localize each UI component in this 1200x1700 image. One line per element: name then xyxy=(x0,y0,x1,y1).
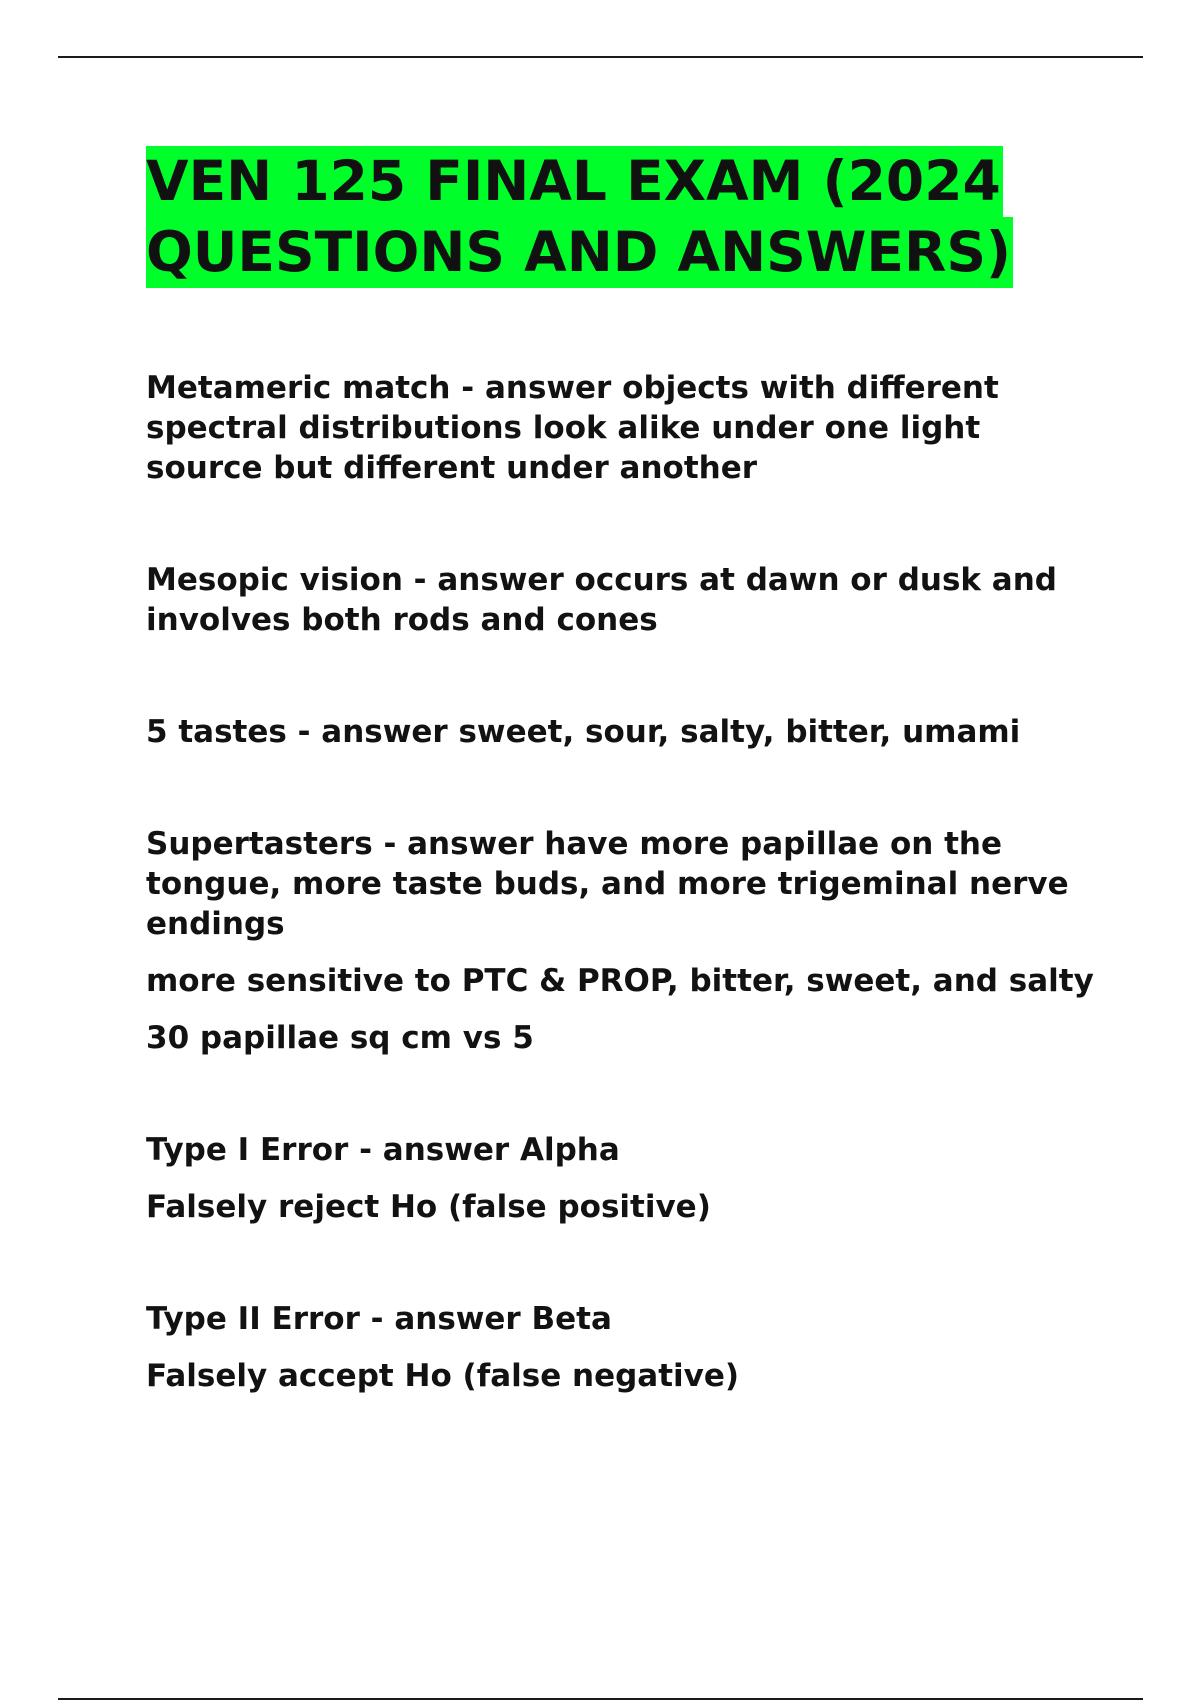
qa-text: 5 tastes - answer sweet, sour, salty, bitter, umami xyxy=(146,714,1021,750)
qa-text: Mesopic vision - answer occurs at dawn or dusk and involves both rods and cones xyxy=(146,562,1057,638)
qa-item-mesopic-vision xyxy=(146,560,1106,640)
title-line-1: VEN 125 FINAL EXAM (2024 xyxy=(146,146,1003,217)
qa-detail: 30 papillae sq cm vs 5 xyxy=(146,1020,534,1056)
document-body xyxy=(146,146,1106,1468)
top-rule xyxy=(58,56,1143,58)
qa-detail: more sensitive to PTC & PROP, bitter, sweet, and salty xyxy=(146,963,1094,999)
qa-item-five-tastes xyxy=(146,712,1106,752)
qa-detail: Falsely accept Ho (false negative) xyxy=(146,1358,740,1394)
qa-detail: Falsely reject Ho (false positive) xyxy=(146,1189,711,1225)
qa-item-type-ii-error xyxy=(146,1299,1106,1396)
qa-text: Metameric match - answer objects with different spectral distributions look alike under one light source but different under another xyxy=(146,370,999,486)
title-line-2: QUESTIONS AND ANSWERS) xyxy=(146,217,1013,288)
qa-item-supertasters xyxy=(146,824,1106,1058)
qa-item-metameric-match xyxy=(146,368,1106,488)
qa-item-type-i-error xyxy=(146,1130,1106,1227)
qa-text: Type I Error - answer Alpha xyxy=(146,1132,620,1168)
qa-list xyxy=(146,368,1106,1396)
document-title xyxy=(146,146,1106,288)
qa-text: Type II Error - answer Beta xyxy=(146,1301,612,1337)
qa-text: Supertasters - answer have more papillae on the tongue, more taste buds, and more trigeminal nerve endings xyxy=(146,826,1069,942)
